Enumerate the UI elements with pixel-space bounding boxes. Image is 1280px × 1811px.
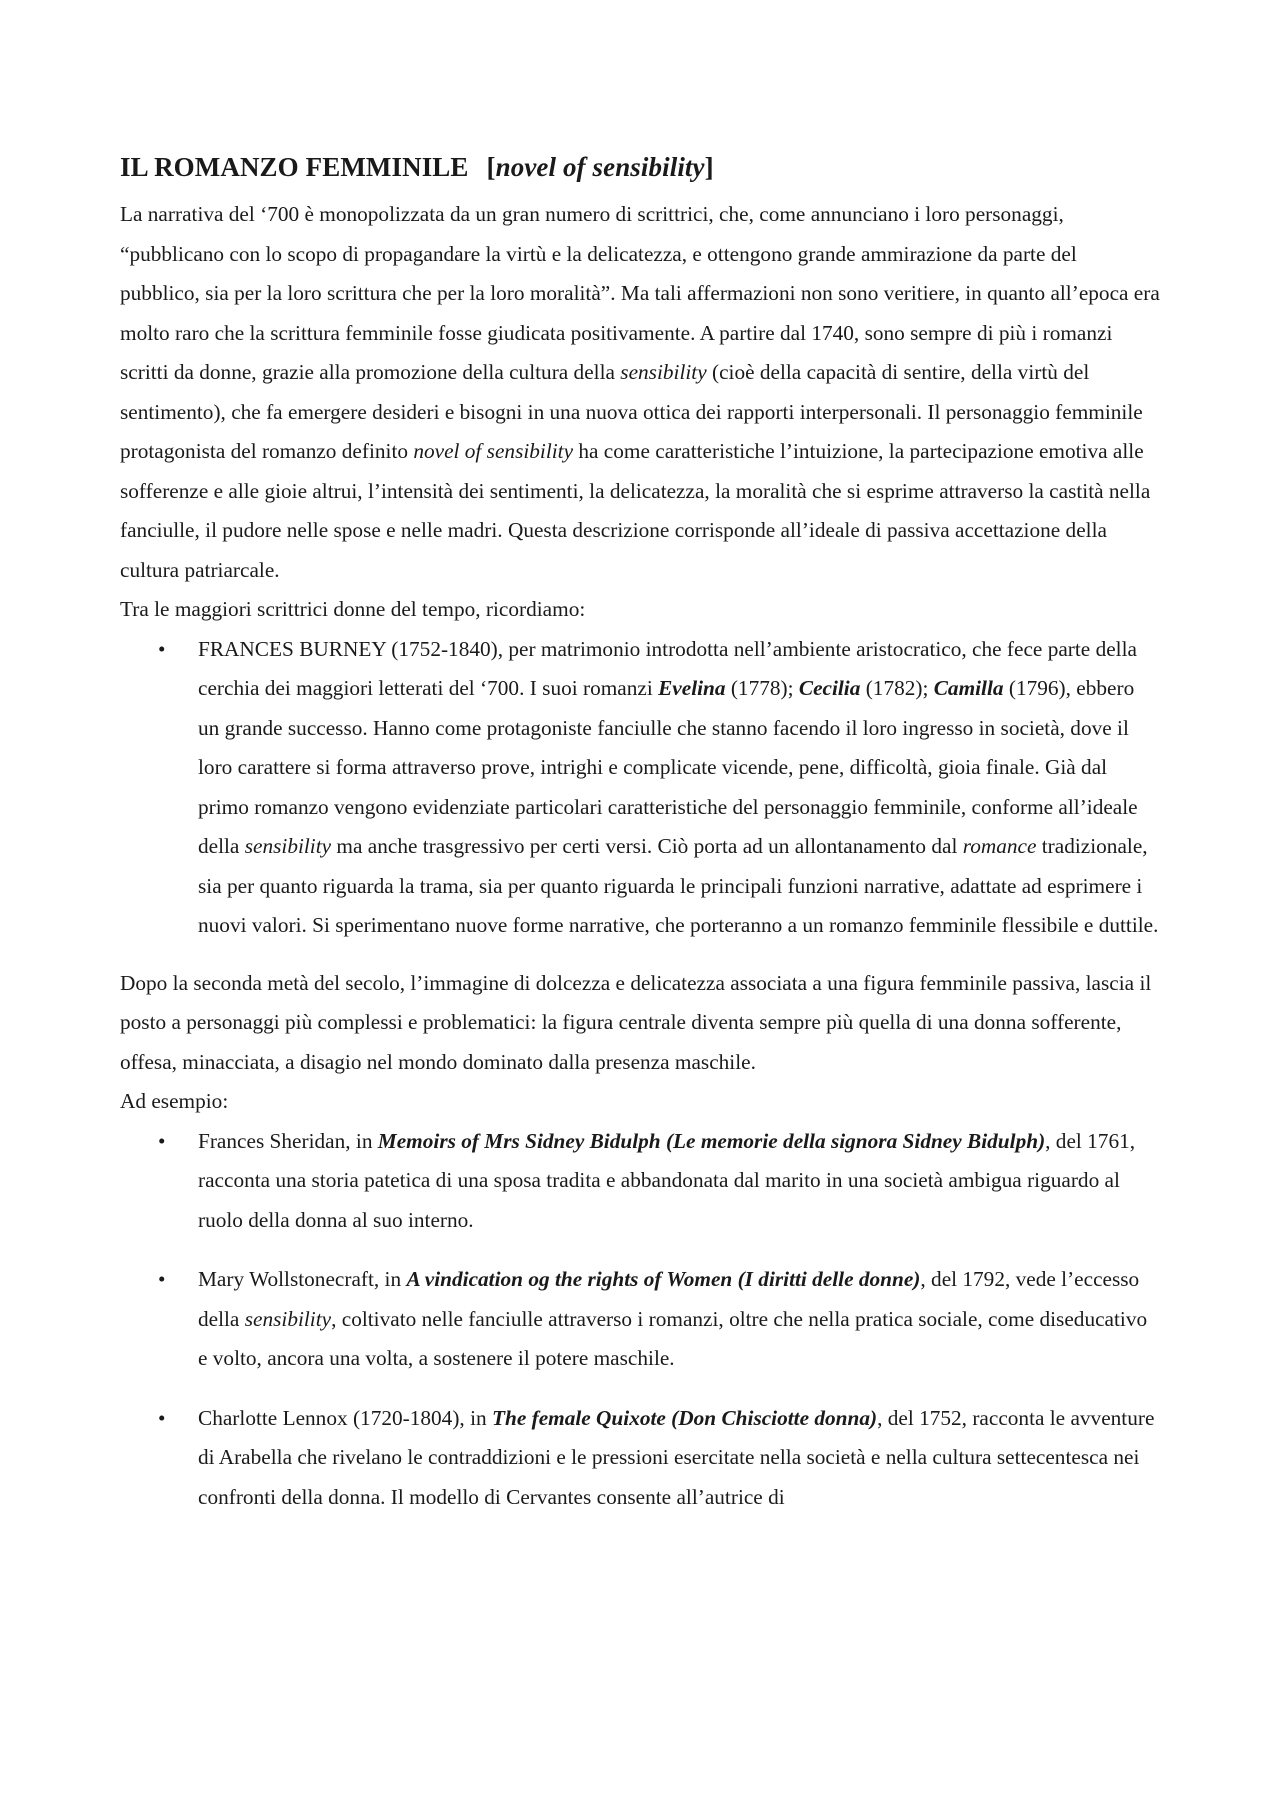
page-title <box>120 150 1160 185</box>
bullet-icon: • <box>158 636 166 661</box>
lead-in-paragraph: Tra le maggiori scrittrici donne del tempo, ricordiamo: <box>120 597 586 622</box>
bullet-icon: • <box>158 1267 166 1292</box>
bullet-icon: • <box>158 1128 166 1153</box>
title-main: IL ROMANZO FEMMINILE <box>120 152 469 182</box>
examples-list <box>120 1122 1160 1518</box>
example-lead: Ad esempio: <box>120 1089 229 1114</box>
intro-paragraph: La narrativa del ‘700 è monopolizzata da un gran numero di scrittrici, che, come annunciano i loro personaggi, “pubblicano con lo scopo di propagandare la virtù e la delicatezza, e ottengono grande ammirazione da parte del pubblico, sia per la loro scrittura che per la loro moralità”. Ma tali affermazioni non sono veritiere, in quanto all’epoca era molto raro che la scrittura femminile fosse giudicata positivamente. A partire dal 1740, sono sempre di più i romanzi scritti da donne, grazie alla promozione della cultura della sensibility (cioè della capacità di sentire, della virtù del sentimento), che fa emergere desideri e bisogni in una nuova ottica dei rapporti interpersonali. Il personaggio femminile protagonista del romanzo definito novel of sensibility ha come caratteristiche l’intuizione, la partecipazione emotiva alle sofferenze e alle gioie altrui, l’intensità dei sentimenti, la delicatezza, la moralità che si esprime attraverso la castità nella fanciulle, il pudore nelle spose e nelle madri. Questa descrizione corrisponde all’ideale di passiva accettazione della cultura patriarcale. <box>120 202 1160 582</box>
list-item-sheridan: • Frances Sheridan, in Memoirs of Mrs Sidney Bidulph (Le memorie della signora Sidney Bidulph), del 1761, racconta una storia patetica di una sposa tradita e abbandonata dal marito in una società ambigua riguardo al ruolo della donna al suo interno. <box>120 1122 1160 1241</box>
list-item-burney: • FRANCES BURNEY (1752-1840), per matrimonio introdotta nell’ambiente aristocratico, che fece parte della cerchia dei maggiori letterati del ‘700. I suoi romanzi Evelina (1778); Cecilia (1782); Camilla (1796), ebbero un grande successo. Hanno come protagoniste fanciulle che stanno facendo il loro ingresso in società, dove il loro carattere si forma attraverso prove, intrighi e complicate vicende, pene, difficoltà, gioia finale. Già dal primo romanzo vengono evidenziate particolari caratteristiche del personaggio femminile, conforme all’ideale della sensibility ma anche trasgressivo per certi versi. Ciò porta ad un allontanamento dal romance tradizionale, sia per quanto riguarda la trama, sia per quanto riguarda le principali funzioni narrative, adattate ad esprimere i nuovi valori. Si sperimentano nuove forme narrative, che porteranno a un romanzo femminile flessibile e duttile. <box>120 630 1160 946</box>
list-item-wollstonecraft: • Mary Wollstonecraft, in A vindication og the rights of Women (I diritti delle donne), del 1792, vede l’eccesso della sensibility, coltivato nelle fanciulle attraverso i romanzi, oltre che nella pratica sociale, come diseducativo e volto, ancora una volta, a sostenere il potere maschile. <box>120 1260 1160 1379</box>
list-item-lennox: • Charlotte Lennox (1720-1804), in The female Quixote (Don Chisciotte donna), del 1752, racconta le avventure di Arabella che rivelano le contraddizioni e le pressioni esercitate nella società e nella cultura settecentesca nei confronti della donna. Il modello di Cervantes consente all’autrice di <box>120 1399 1160 1518</box>
second-half-paragraph: Dopo la seconda metà del secolo, l’immagine di dolcezza e delicatezza associata a una figura femminile passiva, lascia il posto a personaggi più complessi e problematici: la figura centrale diventa sempre più quella di una donna sofferente, offesa, minacciata, a disagio nel mondo dominato dalla presenza maschile. <box>120 970 1152 1074</box>
bullet-icon: • <box>158 1405 166 1430</box>
title-subtitle: [novel of sensibility] <box>486 152 714 182</box>
authors-list <box>120 630 1160 946</box>
